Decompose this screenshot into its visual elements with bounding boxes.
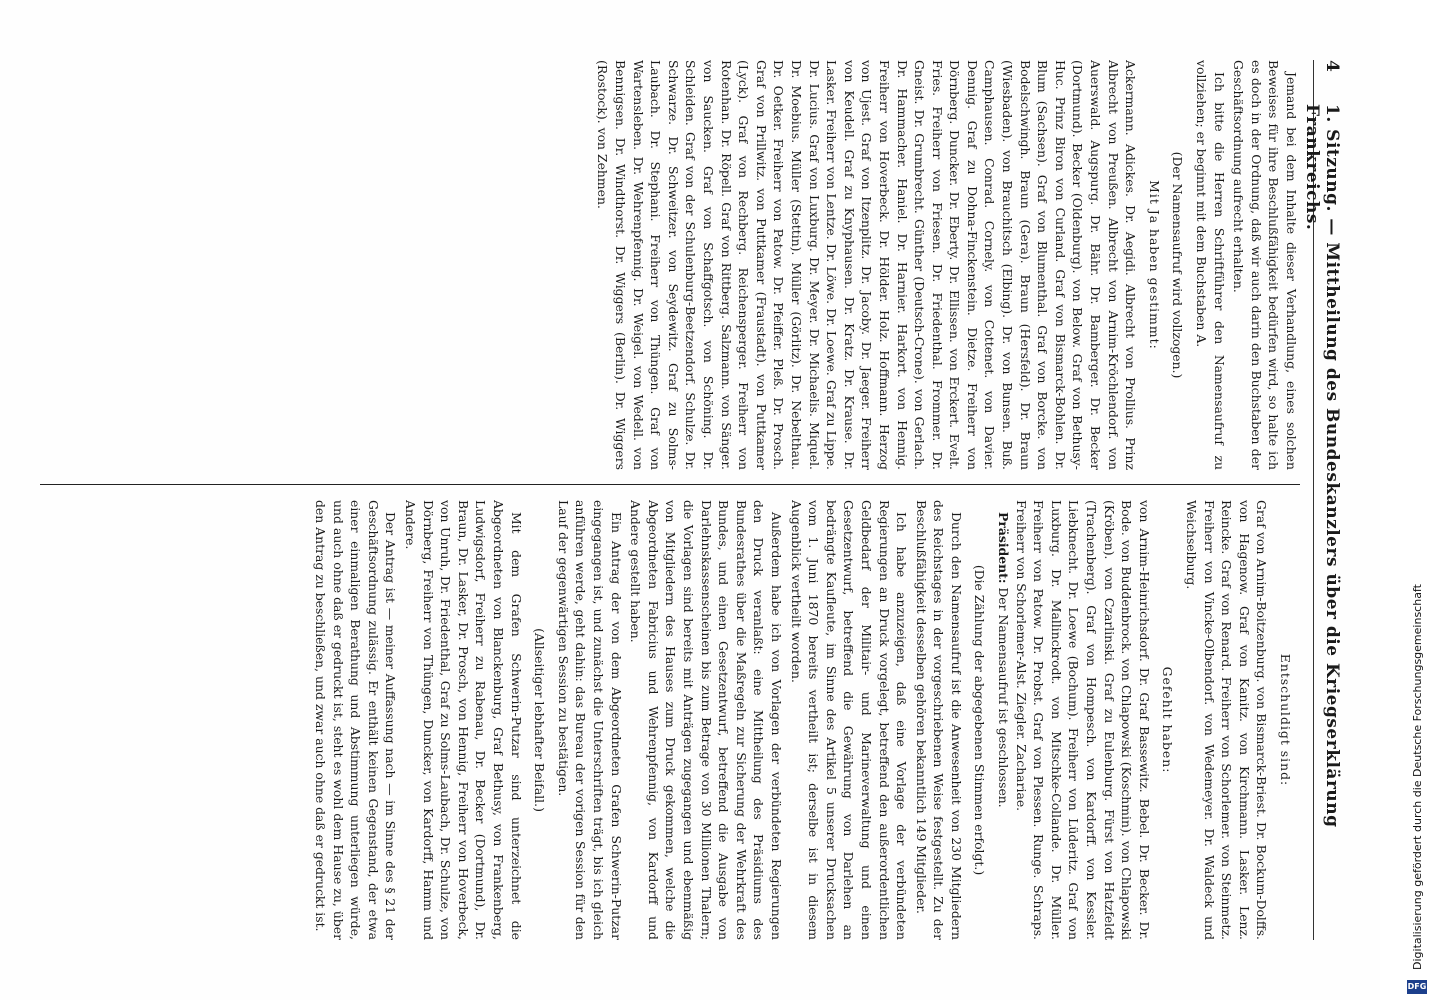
further-paragraph: Außerdem habe ich von Vorlagen der verbündeten Regierungen den Druck veranlaßt: eine Mittheilung des Präsidiums des Bundesrathes über die Maßregeln zur Sicherung der Wehrkraft des Bundes, und einen Gesetzentwurf, betreffend die Ausgabe von Darlehnskassenscheinen bis zum Betrage von 30 Millionen Thalern; die Vorlagen sind bereits mit Anträgen zugegangen und ebenmäßig von Mitgliedern des Hauses zum Druck gekommen, welche die Abgeordneten Fabricius und Wehrenpfennig, von Kardorff und Andere gestellt haben.: [628, 500, 784, 940]
page-title: 1. Sitzung. — Mittheilung des Bundeskanzlers über die Kriegserklärung Frankreichs.: [1302, 104, 1342, 828]
intro-paragraph: Jemand bei dem Inhalte dieser Verhandlung, eines solchen Beweises für ihre Beschlußfähigkeit bedürfen wird, so halte ich es doch in der Ordnung, daß wir auch darin den Buchstaben der Geschäftsordnung aufrecht erhalten.: [1231, 60, 1299, 470]
motion-paragraph: Der Antrag ist — meiner Auffassung nach — im Sinne des § 21 der Geschäftsordnung zulässig. Er enthält keinen Gegenstand, der etwa einer einmaligen Berathung und Abstimmung unterliegen würde, und auch ohne daß er gedruckt ist, steht es wohl dem Hause zu, über den Antrag zu beschließen, und zwar auch ohne daß er gedruckt ist.: [313, 500, 399, 940]
submission-paragraph: Ich habe anzuzeigen, daß eine Vorlage der verbündeten Regierungen an Druck vorgelegt, betreffend den außerordentlichen Geldbedarf der Militair- und Marineverwaltung und einen Gesetzentwurf, betreffend die Gewährung von Darlehen an bedrängte Kaufleute, im Sinne des Artikel 5 unserer Drucksachen vom 1. Juni 1870 bereits vertheilt ist; derselbe ist in diesem Augenblick vertheilt worden.: [788, 500, 910, 940]
proposal-paragraph: Ein Antrag der von dem Abgeordneten Grafen Schwerin-Putzar eingegangen ist, und zunächst die Unterschriften trägt, bis ich gleich anführen werde, geht dahin: das Bureau der vorigen Session für den Lauf der gegenwärtigen Session zu bestätigen.: [555, 500, 624, 940]
president-label: Präsident:: [996, 512, 1012, 584]
right-column: [40, 500, 1300, 940]
president-statement-paragraph: [995, 500, 1013, 940]
page-header: [1302, 60, 1342, 940]
support-paragraph: Mit dem Grafen Schwerin-Putzar sind unterzeichnet die Abgeordneten von Blanckenburg, Graf Bethusy, von Frankenberg, Ludwigsdorf, Freiherr zu Rabenau, Dr. Becker (Dortmund), Dr. Braun, Dr. Lasker, Dr. Prosch, von Hennig, Freiherr von Hoverbeck, von Unruh, Dr. Friedenthal, Graf zu Solms-Laubach, Dr. Schulze, von Dörnberg, Freiherr von Thüngen, Duncker, von Kardorff, Hamm und Andere.: [403, 500, 524, 940]
page-number: 4: [1322, 60, 1342, 72]
digitization-credit-strip: [1402, 0, 1432, 1000]
roll-call-note: (Der Namensaufruf wird vollzogen.): [1170, 151, 1186, 379]
applause-note: (Allseitiger lebhafter Beifall.): [532, 628, 548, 812]
president-statement: Der Namensaufruf ist geschlossen.: [996, 587, 1012, 808]
yes-heading: Mit Ja haben gestimmt:: [1146, 180, 1162, 350]
request-paragraph: Ich bitte die Herren Schriftführer den Namensaufruf zu vollziehen; er beginnt mit dem Buchstaben A.: [1194, 60, 1227, 470]
excused-heading: Entschuldigt sind:: [1278, 653, 1293, 787]
result-paragraph: Durch den Namensaufruf ist die Anwesenheit von 230 Mitgliedern des Reichstages in der vorgeschriebenen Weise festgestellt. Zu der Beschlußfähigkeit desselben gehören bekanntlich 149 Mitglieder.: [913, 500, 964, 940]
digitization-credit: Digitalisierung gefördert durch die Deutsche Forschungsgemeinschaft: [1411, 584, 1424, 970]
counting-note: (Die Zählung der abgegebenen Stimmen erfolgt.): [972, 564, 988, 876]
dfg-logo: DFG: [1407, 980, 1427, 994]
column-divider: [40, 484, 1300, 485]
absent-names-list: von Arnim-Heinrichsdorf. Dr. Graf Bassewitz. Bebel. Dr. Becker. Dr. Bode. von Buddenbrock. von Chlapowski (Koschmin). von Chlapowski (Kröben). von Czarlinski. Graf zu Eulenburg. Fürst von Hatzfeldt (Trachenberg). Graf von Hompesch. von Kardorff. von Kessler. Liebknecht. Dr. Loewe (Bochum). Freiherr von Lüderitz. Graf von Luxburg. Dr. Mallinckrodt. von Mitschke-Collande. Dr. Müller. Freiherr von Patow. Dr. Probst. Graf von Plessen. Runge. Schraps. Freiherr von Schorlemer-Alst. Ziegler. Zachariae.: [1013, 500, 1152, 940]
absent-heading: Gefehlt haben:: [1160, 666, 1176, 774]
excused-names-list: Graf von Arnim-Boitzenburg. von Bismarck-Briest. Dr. Bockum-Dolffs. von Hagenow. Graf von Kanitz. von Kirchmann. Lasker. Lenz. Reincke. Graf von Renard. Freiherr von Schorlemer. von Steinmetz. Freiherr von Vincke-Olbendorf. von Wedemeyer. Dr. Waldeck und Weichselburg.: [1184, 500, 1270, 940]
yes-names-list: Ackermann. Adickes. Dr. Aegidi. Albrecht von Prollius. Prinz Albrecht von Preußen. Albrecht von Arnim-Kröchlendorf. von Auerswald. Augspurg. Dr. Bähr. Dr. Bamberger. Dr. Becker (Dortmund). Becker (Oldenburg). von Below. Graf von Bethusy-Huc. Prinz Biron von Curland. Graf von Bismarck-Bohlen. Dr. Blum (Sachsen). Graf von Blumenthal. Graf von Borcke. von Bodelschwingh. Braun (Gera). Braun (Hersfeld). Dr. Braun (Wiesbaden). von Brauchitsch (Elbing). Dr. von Bunsen. Buß. Camphausen. Conrad. Cornely. von Cottenet. von Davier. Dennig. Graf zu Dohna-Finckenstein. Dietze. Freiherr von Dörnberg. Duncker. Dr. Eberty. Dr. Ellissen. von Erckert. Evelt. Fries. Freiherr von Friesen. Dr. Friedenthal. Frommer. Dr. Gneist. Dr. Grumbrecht. Günther (Deutsch-Crone). von Gerlach. Dr. Hammacher. Haniel. Dr. Harnier. Harkort. von Hennig. Freiherr von Hoverbeck. Dr. Hölder. Holz. Hoffmann. Herzog von Ujest. Graf von Itzenplitz. Dr. Jacoby. Dr. Jaeger. Freiherr von Keudell. Graf zu Knyphausen. Dr. Kratz. Dr. Krause. Dr. Lasker. Freiherr von Lentze. Dr. Löwe. Dr. Loewe. Graf zu Lippe. Dr. Lucius. Graf von Luxburg. Dr. Meyer. Dr. Michaelis. Miquel. Dr. Moebius. Müller (Stettin). Müller (Görlitz). Dr. Nebelthau. Dr. Oetker. Freiherr von Patow. Dr. Pfeiffer. Pleß. Dr. Prosch. Graf von Prillwitz. von Puttkamer (Fraustadt). von Puttkamer (Lyck). Graf von Rechberg. Reichensperger. Freiherr von Rotenhan. Dr. Röpell. Graf von Rittberg. Salzmann. von Sänger. von Saucken. Graf von Schaffgotsch. von Schöning. Dr. Schleiden. Graf von der Schulenburg-Beetzendorf. Schulze. Dr. Schwarze. Dr. Schweitzer. von Seydewitz. Graf zu Solms-Laubach. Dr. Stephani. Freiherr von Thüngen. Graf von Wartensleben. Dr. Wehrenpfennig. Dr. Weigel. von Wedell. von Bennigsen. Dr. Windthorst. Dr. Wiggers (Berlin). Dr. Wiggers (Rostock). von Zehmen.: [595, 60, 1139, 470]
left-column: [40, 60, 1300, 470]
